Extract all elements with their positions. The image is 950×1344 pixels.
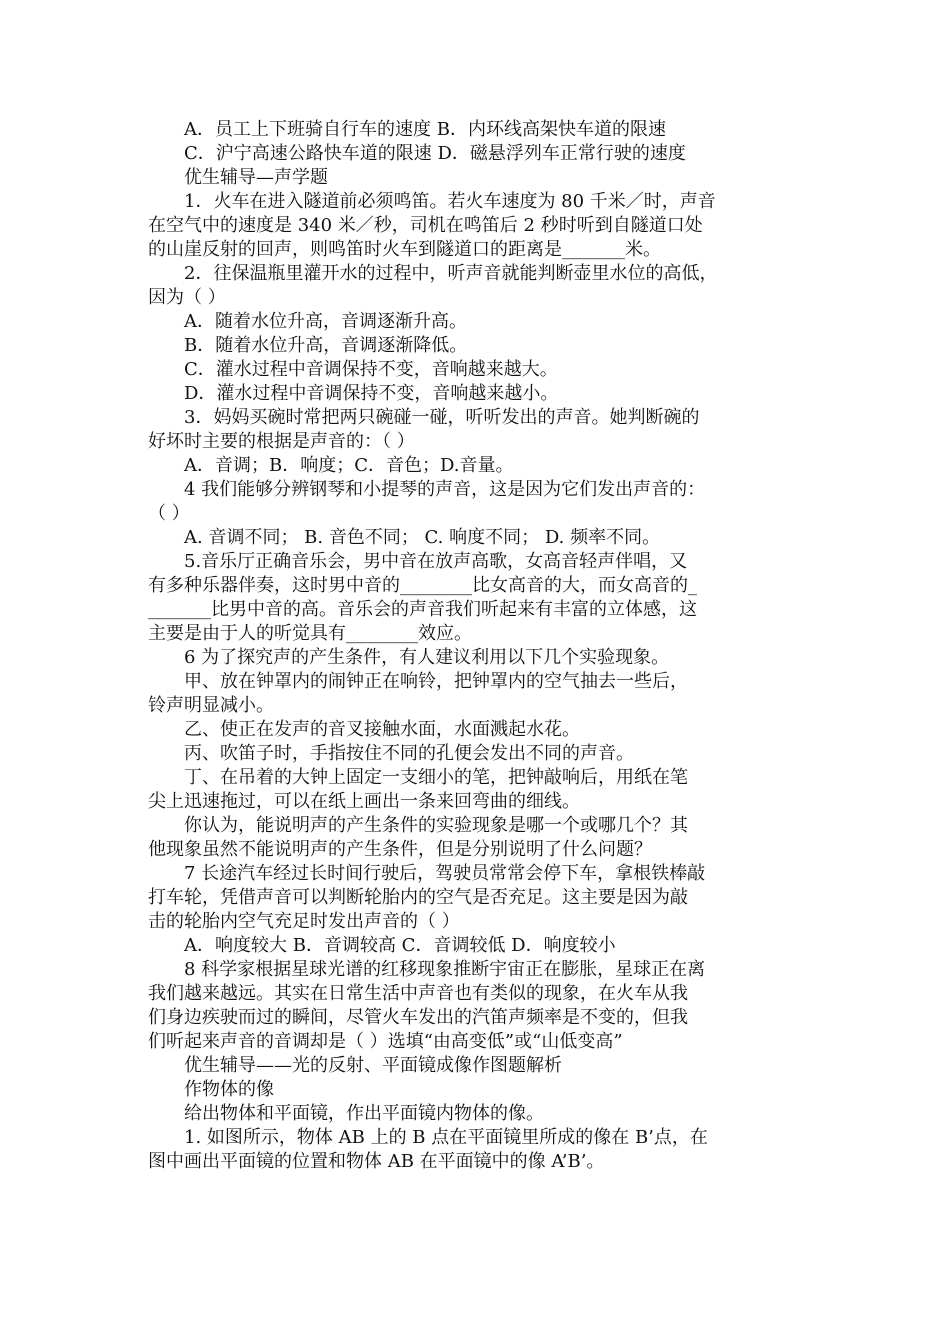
document-page	[148, 118, 808, 1174]
text-line: 打车轮，凭借声音可以判断轮胎内的空气是否充足。这主要是因为敲	[148, 887, 688, 908]
text-line: _______比男中音的高。音乐会的声音我们听起来有丰富的立体感，这	[148, 599, 697, 620]
text-line: 6 为了探究声的产生条件，有人建议利用以下几个实验现象。	[184, 647, 670, 668]
text-line: 图中画出平面镜的位置和物体 AB 在平面镜中的像 A’B’。	[148, 1151, 605, 1172]
text-line: 们听起来声音的音调却是（ ）选填“由高变低”或“山低变高”	[148, 1031, 623, 1052]
text-line: （ ）	[148, 503, 190, 524]
text-line: A．随着水位升高，音调逐渐升高。	[184, 311, 467, 332]
text-line: 们身边疾驶而过的瞬间，尽管火车发出的汽笛声频率是不变的，但我	[148, 1007, 688, 1028]
text-line: A．员工上下班骑自行车的速度 B．内环线高架快车道的限速	[184, 119, 666, 140]
text-line: 1．火车在进入隧道前必须鸣笛。若火车速度为 80 千米／时，声音	[184, 191, 716, 212]
text-line: 4 我们能够分辨钢琴和小提琴的声音，这是因为它们发出声音的：	[184, 479, 706, 500]
text-line: 优生辅导——光的反射、平面镜成像作图题解析	[184, 1055, 562, 1076]
text-line: 好坏时主要的根据是声音的：（ ）	[148, 431, 415, 452]
text-line: B．随着水位升高，音调逐渐降低。	[184, 335, 468, 356]
text-line: 乙、使正在发声的音叉接触水面，水面溅起水花。	[184, 719, 580, 740]
text-line: A．响度较大 B．音调较高 C．音调较低 D．响度较小	[184, 935, 616, 956]
text-line: 有多种乐器伴奏，这时男中音的________比女高音的大，而女高音的_	[148, 575, 697, 596]
text-line: 给出物体和平面镜，作出平面镜内物体的像。	[184, 1103, 544, 1124]
text-line: A. 音调不同； B. 音色不同； C. 响度不同； D. 频率不同。	[184, 527, 661, 548]
text-line: 8 科学家根据星球光谱的红移现象推断宇宙正在膨胀，星球正在离	[184, 959, 706, 980]
text-line: 主要是由于人的听觉具有________效应。	[148, 623, 472, 644]
text-line: A．音调；B．响度；C．音色；D.音量。	[184, 455, 514, 476]
text-line: D．灌水过程中音调保持不变，音响越来越小。	[184, 383, 559, 404]
text-line: 的山崖反射的回声，则鸣笛时火车到隧道口的距离是_______米。	[148, 239, 661, 260]
text-line: 丁、在吊着的大钟上固定一支细小的笔，把钟敲响后，用纸在笔	[184, 767, 688, 788]
text-line: 甲、放在钟罩内的闹钟正在响铃，把钟罩内的空气抽去一些后，	[184, 671, 688, 692]
text-line: 7 长途汽车经过长时间行驶后，驾驶员常常会停下车，拿根铁棒敲	[184, 863, 706, 884]
text-line: C．灌水过程中音调保持不变，音响越来越大。	[184, 359, 558, 380]
text-line: 我们越来越远。其实在日常生活中声音也有类似的现象，在火车从我	[148, 983, 688, 1004]
text-line: 3．妈妈买碗时常把两只碗碰一碰，听听发出的声音。她判断碗的	[184, 407, 700, 428]
text-line: 他现象虽然不能说明声的产生条件，但是分别说明了什么问题？	[148, 839, 652, 860]
text-line: 1. 如图所示，物体 AB 上的 B 点在平面镜里所成的像在 B’点，在	[184, 1127, 708, 1148]
text-line: 在空气中的速度是 340 米／秒，司机在鸣笛后 2 秒时听到自隧道口处	[148, 215, 703, 236]
text-line: 优生辅导—声学题	[184, 167, 328, 188]
text-line: 尖上迅速拖过，可以在纸上画出一条来回弯曲的细线。	[148, 791, 580, 812]
text-line: 作物体的像	[184, 1079, 274, 1100]
text-line: 2．往保温瓶里灌开水的过程中，听声音就能判断壶里水位的高低，	[184, 263, 718, 284]
text-line: 你认为，能说明声的产生条件的实验现象是哪一个或哪几个？其	[184, 815, 688, 836]
text-line: 铃声明显减小。	[148, 695, 274, 716]
text-line: 击的轮胎内空气充足时发出声音的（ ）	[148, 911, 460, 932]
text-line: 因为（ ）	[148, 287, 226, 308]
text-line: 丙、吹笛子时，手指按住不同的孔便会发出不同的声音。	[184, 743, 634, 764]
text-line: C．沪宁高速公路快车道的限速 D．磁悬浮列车正常行驶的速度	[184, 143, 686, 164]
text-line: 5.音乐厅正确音乐会，男中音在放声高歌，女高音轻声伴唱，又	[184, 551, 688, 572]
